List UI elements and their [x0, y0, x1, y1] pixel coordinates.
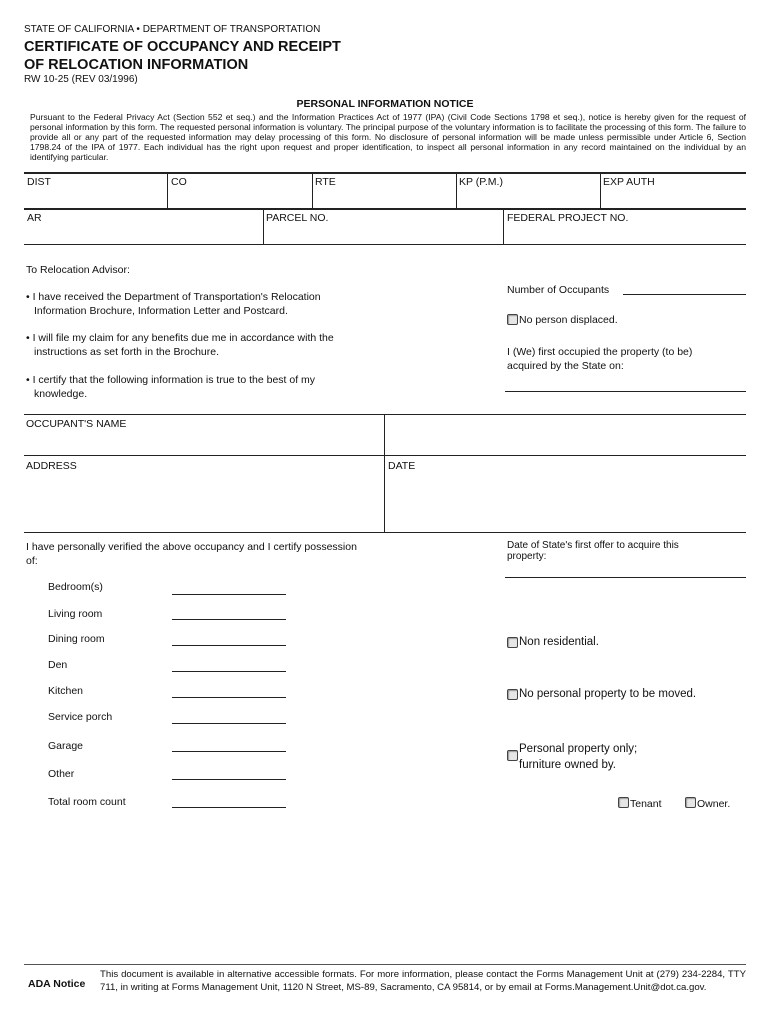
first-occupied-text: acquired by the State on: [507, 360, 624, 372]
parcel-no-field[interactable]: PARCEL NO. [266, 212, 329, 224]
tenant-label: Tenant [630, 798, 662, 810]
grid-divider [600, 173, 601, 209]
room-label: Den [48, 659, 68, 671]
bullet-file-claim [26, 331, 376, 359]
non-residential-label: Non residential. [519, 636, 599, 648]
bullet-text: • I have received the Department of Transportation's Relocation [26, 291, 321, 303]
kp-field[interactable]: KP (P.M.) [459, 176, 503, 188]
occupants-label: Number of Occupants [507, 284, 610, 296]
federal-project-no-field[interactable]: FEDERAL PROJECT NO. [507, 212, 629, 224]
no-personal-property-checkbox[interactable] [507, 689, 518, 700]
room-label: Dining room [48, 633, 105, 645]
grid-divider [456, 173, 457, 209]
dist-field[interactable]: DIST [27, 176, 51, 188]
first-occupied-text: I (We) first occupied the property (to be) [507, 346, 693, 358]
grid-divider [312, 173, 313, 209]
verification-line: of: [26, 555, 38, 567]
bullet-text: Information Brochure, Information Letter and Postcard. [34, 305, 288, 317]
bullet-text: instructions as set forth in the Brochure. [34, 346, 220, 358]
room-label: Other [48, 768, 75, 780]
first-offer-text: Date of State's first offer to acquire this [507, 540, 679, 551]
ada-notice-text: This document is available in alternative accessible formats. For more information, please contact the Forms Management Unit at (279) 234-2284, TTY 711, in writing at Forms Management Unit, 1120 N Street, MS-89, Sacramento, CA 95814, or by email at Forms.Management.Unit@dot.ca.gov. [100, 969, 746, 993]
salutation: To Relocation Advisor: [26, 264, 130, 276]
bullet-received-brochure [26, 290, 376, 318]
non-residential-checkbox[interactable] [507, 637, 518, 648]
grid-bottom-border [24, 244, 746, 245]
room-label: Garage [48, 740, 84, 752]
rte-field[interactable]: RTE [315, 176, 336, 188]
personal-property-only-checkbox[interactable] [507, 750, 518, 761]
form-title [24, 38, 424, 74]
no-person-displaced-checkbox[interactable] [507, 314, 518, 325]
occupant-top-border [24, 414, 746, 415]
total-room-count-input[interactable] [172, 807, 286, 808]
ada-divider [24, 964, 746, 965]
first-occupied-label [507, 345, 692, 373]
occupant-name-field[interactable]: OCCUPANT'S NAME [26, 418, 127, 430]
verification-text [26, 540, 386, 568]
garage-input[interactable] [172, 751, 286, 752]
co-field[interactable]: CO [171, 176, 187, 188]
owner-label: Owner. [697, 798, 731, 810]
grid-divider [167, 173, 168, 209]
personal-property-text: Personal property only; [519, 743, 638, 755]
no-personal-property-label: No personal property to be moved. [519, 688, 697, 700]
form-number: RW 10-25 (REV 03/1996) [24, 74, 138, 85]
agency-header: STATE OF CALIFORNIA • DEPARTMENT OF TRANSPORTATION [24, 24, 321, 35]
notice-heading: PERSONAL INFORMATION NOTICE [296, 98, 474, 110]
occupant-row-border [24, 455, 746, 456]
den-input[interactable] [172, 671, 286, 672]
dining-room-input[interactable] [172, 645, 286, 646]
ar-field[interactable]: AR [27, 212, 42, 224]
form-title-line1: CERTIFICATE OF OCCUPANCY AND RECEIPT [24, 39, 341, 55]
bullet-text: • I certify that the following information is true to the best of my [26, 374, 316, 386]
address-field[interactable]: ADDRESS [26, 460, 77, 472]
occupants-input[interactable] [623, 294, 746, 295]
room-label: Kitchen [48, 685, 84, 697]
grid-row-border [24, 208, 746, 210]
other-input[interactable] [172, 779, 286, 780]
room-label: Total room count [48, 796, 126, 808]
service-porch-input[interactable] [172, 723, 286, 724]
notice-body: Pursuant to the Federal Privacy Act (Section 552 et seq.) and the Information Practices Act of 1977 (IPA) (Civil Code Sections 1798 et seq.), notice is hereby given for the request of personal information by this form. The requested personal information is voluntary. The principal purpose of the voluntary information is to facilitate the processing of this form. The failure to provide all or any part of the requested information may delay processing of this form. No disclosure of personal information will be made unless permissible under Article 6, Section 1798.24 of the IPA of 1977. Each individual has the right upon request and proper identification, to inspect all personal information in any record maintained on the individual by an identifying particular. [30, 112, 746, 162]
personal-property-only-label [519, 741, 637, 773]
owner-checkbox[interactable] [685, 797, 696, 808]
form-title-line2: OF RELOCATION INFORMATION [24, 57, 249, 73]
room-label: Service porch [48, 711, 113, 723]
verification-line: I have personally verified the above occupancy and I certify possession [26, 541, 357, 553]
bedrooms-input[interactable] [172, 594, 286, 595]
first-offer-text: property: [507, 551, 547, 562]
first-offer-label [507, 540, 679, 562]
room-label: Bedroom(s) [48, 581, 103, 593]
date-field[interactable]: DATE [388, 460, 416, 472]
first-occupied-date-input[interactable] [505, 391, 746, 392]
room-label: Living room [48, 608, 103, 620]
occupant-bottom-border [24, 532, 746, 533]
first-offer-date-input[interactable] [505, 577, 746, 578]
ada-notice-label: ADA Notice [28, 978, 86, 990]
bullet-text: • I will file my claim for any benefits due me in accordance with the [26, 332, 334, 344]
grid-divider [263, 209, 264, 244]
occupant-divider [384, 414, 385, 532]
exp-auth-field[interactable]: EXP AUTH [603, 176, 655, 188]
bullet-text: knowledge. [34, 388, 88, 400]
kitchen-input[interactable] [172, 697, 286, 698]
no-person-displaced-label: No person displaced. [519, 314, 618, 326]
grid-divider [503, 209, 504, 244]
personal-property-text: furniture owned by. [519, 759, 616, 771]
living-room-input[interactable] [172, 619, 286, 620]
tenant-checkbox[interactable] [618, 797, 629, 808]
bullet-certify [26, 373, 376, 401]
grid-top-border [24, 172, 746, 174]
